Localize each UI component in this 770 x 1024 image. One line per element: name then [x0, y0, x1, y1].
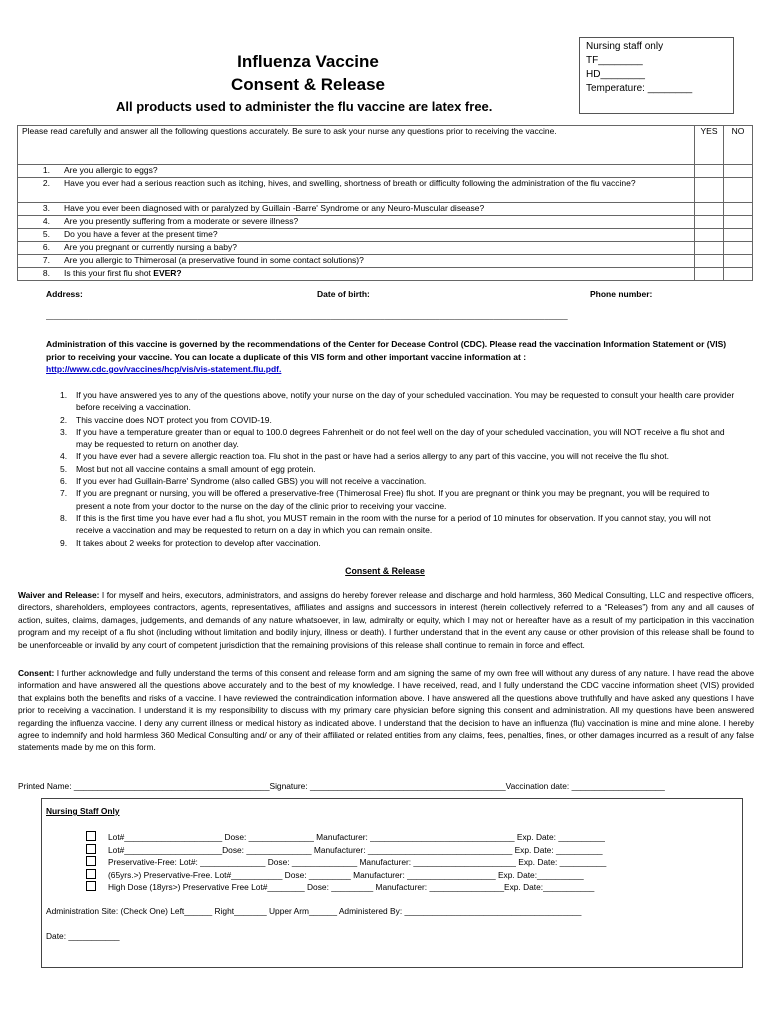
yes-checkbox-cell[interactable]	[695, 178, 724, 203]
form-title-line1: Influenza Vaccine	[237, 52, 379, 71]
checkbox[interactable]	[86, 869, 96, 879]
note-item: 6. If you ever had Guillain-Barre' Syndrome (also called GBS) you will not receive a vaccination.	[60, 476, 427, 487]
phone-label: Phone number:	[590, 289, 653, 299]
lot-row[interactable]: Lot#_____________________ Dose: ______________ Manufacturer: _______________________________ Exp. Date: __________	[86, 831, 605, 842]
question-row: 7. Are you allergic to Thimerosal (a preservative found in some contact solutions)?	[18, 255, 753, 268]
nursing-staff-box	[579, 37, 734, 114]
lot-row[interactable]: (65yrs.>) Preservative-Free. Lot#___________ Dose: _________ Manufacturer: ___________________ Exp. Date:__________	[86, 869, 584, 880]
address-rule-line[interactable]: ______________________________________________________________________________________________________________________________________	[46, 313, 568, 320]
form-title-line2: Consent & Release	[231, 75, 385, 94]
note-item: 2. This vaccine does NOT protect you from COVID-19.	[60, 414, 272, 425]
yes-checkbox-cell[interactable]	[695, 216, 724, 229]
staff-box-hd[interactable]: HD________	[586, 69, 645, 80]
no-header: NO	[724, 126, 753, 165]
no-checkbox-cell[interactable]	[724, 216, 753, 229]
checkbox[interactable]	[86, 844, 96, 854]
yes-checkbox-cell[interactable]	[695, 268, 724, 281]
nursing-staff-heading: Nursing Staff Only	[46, 806, 120, 816]
lot-row[interactable]: Preservative-Free: Lot#: ______________ Dose: ______________ Manufacturer: ______________________ Exp. Date: __________	[86, 856, 606, 867]
address-label: Address:	[46, 289, 83, 299]
yes-checkbox-cell[interactable]	[695, 165, 724, 178]
vis-link[interactable]: http://www.cdc.gov/vaccines/hcp/vis/vis-statement.flu.pdf.	[46, 364, 282, 374]
note-item: 8. If this is the first time you have ever had a flu shot, you MUST remain in the room with the nurse for a period of 10 minutes for observation. If you cannot stay, you will not receive a vaccination and may be requested to return on a day in which you can remain onsite.	[60, 512, 711, 536]
question-row: 2. Have you ever had a serious reaction such as itching, hives, and swelling, shortness of breath or difficulty following the administration of the flu vaccine?	[18, 178, 753, 203]
signature-line[interactable]: Printed Name: __________________________________________Signature: __________________________________________Vaccination date: ____________________	[18, 781, 665, 791]
yes-checkbox-cell[interactable]	[695, 203, 724, 216]
notes-list	[60, 389, 740, 549]
dob-label: Date of birth:	[317, 289, 370, 299]
note-item: 1. If you have answered yes to any of the questions above, notify your nurse on the day of your scheduled vaccination. You may be requested to consult your health care provider before receiving a vaccination.	[60, 390, 735, 413]
question-row: 1. Are you allergic to eggs?	[18, 165, 753, 178]
yes-header: YES	[695, 126, 724, 165]
no-checkbox-cell[interactable]	[724, 268, 753, 281]
waiver-paragraph: Waiver and Release: I for myself and heirs, executors, administrators, and assigns do hereby forever release and discharge and hold harmless, 360 Medical Consulting, LLC and respective officers, directors, shareholders, employees contractors, agents, representatives, affiliates and assigns and successors in interest (herein collectively referred to a “Releases”) from any and all causes of action, suites, claims, damages, judgements, and demands of any nature whatsoever, in law, admiralty or equity, which I may not or hereafter have as a result of my participation in this vaccination program and my receipt of a flu shot (including without limitation and bodily injury, illness or death). I further understand that in the event any cause or other provision of this release shall be found to be unenforceable or invalid by any court of competent jurisdiction that the remaining provisions of this release shall continue to remain in force and effect.	[18, 590, 755, 650]
checkbox[interactable]	[86, 831, 96, 841]
checkbox[interactable]	[86, 881, 96, 891]
consent-paragraph: Consent: I further acknowledge and fully understand the terms of this consent and release form and am signing the same of my own free will without any duress of any nature. I have read the above information and have answered all the questions above accurately and to the best of my knowledge. I have received, read, and I fully understand the CDC vaccine information sheet (VIS) provided that explains both the benefits and risks of a vaccine. I have reviewed the contraindication information above. I have answered all the questions above truthfully and have asked any questions I have prior to receiving a vaccination. I understand it is my responsibility to discuss with my primary care physician before signing this consent and administration. All my questions have been answered regarding the influenza vaccine. I deny any current illness or medical history as indicated above. I understand that the decision to have an influenza (flu) vaccination is mine and mine alone. I hereby agree to indemnify and hold harmless 360 Medical Consulting and/ or any of their affiliated or related entities from any claims, fees, penalties, fines, or other damages incurred as a result of any false statements made by me on this form.	[18, 668, 754, 753]
questions-intro: Please read carefully and answer all the following questions accurately. Be sure to ask your nurse any questions prior to receiving the vaccine.	[18, 126, 695, 165]
no-checkbox-cell[interactable]	[724, 178, 753, 203]
yes-checkbox-cell[interactable]	[695, 255, 724, 268]
date-line[interactable]: Date: ___________	[46, 931, 120, 941]
note-item: 9. It takes about 2 weeks for protection to develop after vaccination.	[60, 537, 321, 548]
staff-box-tf[interactable]: TF________	[586, 55, 643, 66]
no-checkbox-cell[interactable]	[724, 255, 753, 268]
question-row: 4. Are you presently suffering from a moderate or severe illness?	[18, 216, 753, 229]
note-item: 3. If you have a temperature greater than or equal to 100.0 degrees Fahrenheit or do not feel well on the day of your scheduled vaccination, you will NOT receive a flu shot and may be requested to return on another day.	[60, 426, 725, 450]
no-checkbox-cell[interactable]	[724, 165, 753, 178]
no-checkbox-cell[interactable]	[724, 203, 753, 216]
no-checkbox-cell[interactable]	[724, 242, 753, 255]
checkbox[interactable]	[86, 856, 96, 866]
lot-row[interactable]: High Dose (18yrs>) Preservative Free Lot#________ Dose: _________ Manufacturer: ________________Exp. Date:___________	[86, 881, 594, 892]
latex-notice: All products used to administer the flu vaccine are latex free.	[116, 99, 493, 114]
consent-heading: Consent & Release	[345, 566, 425, 576]
question-row: 5. Do you have a fever at the present time?	[18, 229, 753, 242]
yes-checkbox-cell[interactable]	[695, 242, 724, 255]
no-checkbox-cell[interactable]	[724, 229, 753, 242]
question-row: 8. Is this your first flu shot EVER?	[18, 268, 753, 281]
note-item: 4. If you have ever had a severe allergic reaction toa. Flu shot in the past or have had a serios allergy to any part of this vaccine, you will not receive the flu shot.	[60, 451, 669, 462]
admin-statement: Administration of this vaccine is governed by the recommendations of the Center for Decease Control (CDC). Please read the vaccination Information Statement or (VIS) prior to receiving your vaccine. You can locate a duplicate of this VIS form and other important vaccine information at : http://www.cdc.gov/vaccines/hcp/vis/vis-statement.flu.pdf.	[46, 339, 727, 374]
question-row: 3. Have you ever been diagnosed with or paralyzed by Guillain -Barre' Syndrome or any Neuro-Muscular disease?	[18, 203, 753, 216]
lot-row[interactable]: Lot#_____________________Dose: ______________ Manufacturer: _______________________________ Exp. Date: __________	[86, 844, 603, 855]
note-item: 5. Most but not all vaccine contains a small amount of egg protein.	[60, 463, 316, 474]
administration-site-line[interactable]: Administration Site: (Check One) Left______ Right_______ Upper Arm______ Administered By: ______________________________________	[46, 906, 582, 916]
staff-box-title: Nursing staff only	[586, 41, 664, 52]
yes-checkbox-cell[interactable]	[695, 229, 724, 242]
questions-table	[17, 125, 753, 281]
staff-box-temperature[interactable]: Temperature: ________	[586, 83, 693, 94]
question-row: 6. Are you pregnant or currently nursing a baby?	[18, 242, 753, 255]
note-item: 7. If you are pregnant or nursing, you will be offered a preservative-free (Thimerosal Free) flu shot. If you are pregnant or think you may be pregnant, you will be required to present a note from your doctor to the nurse on the day of the clinic prior to receiving your vaccine.	[60, 488, 710, 511]
